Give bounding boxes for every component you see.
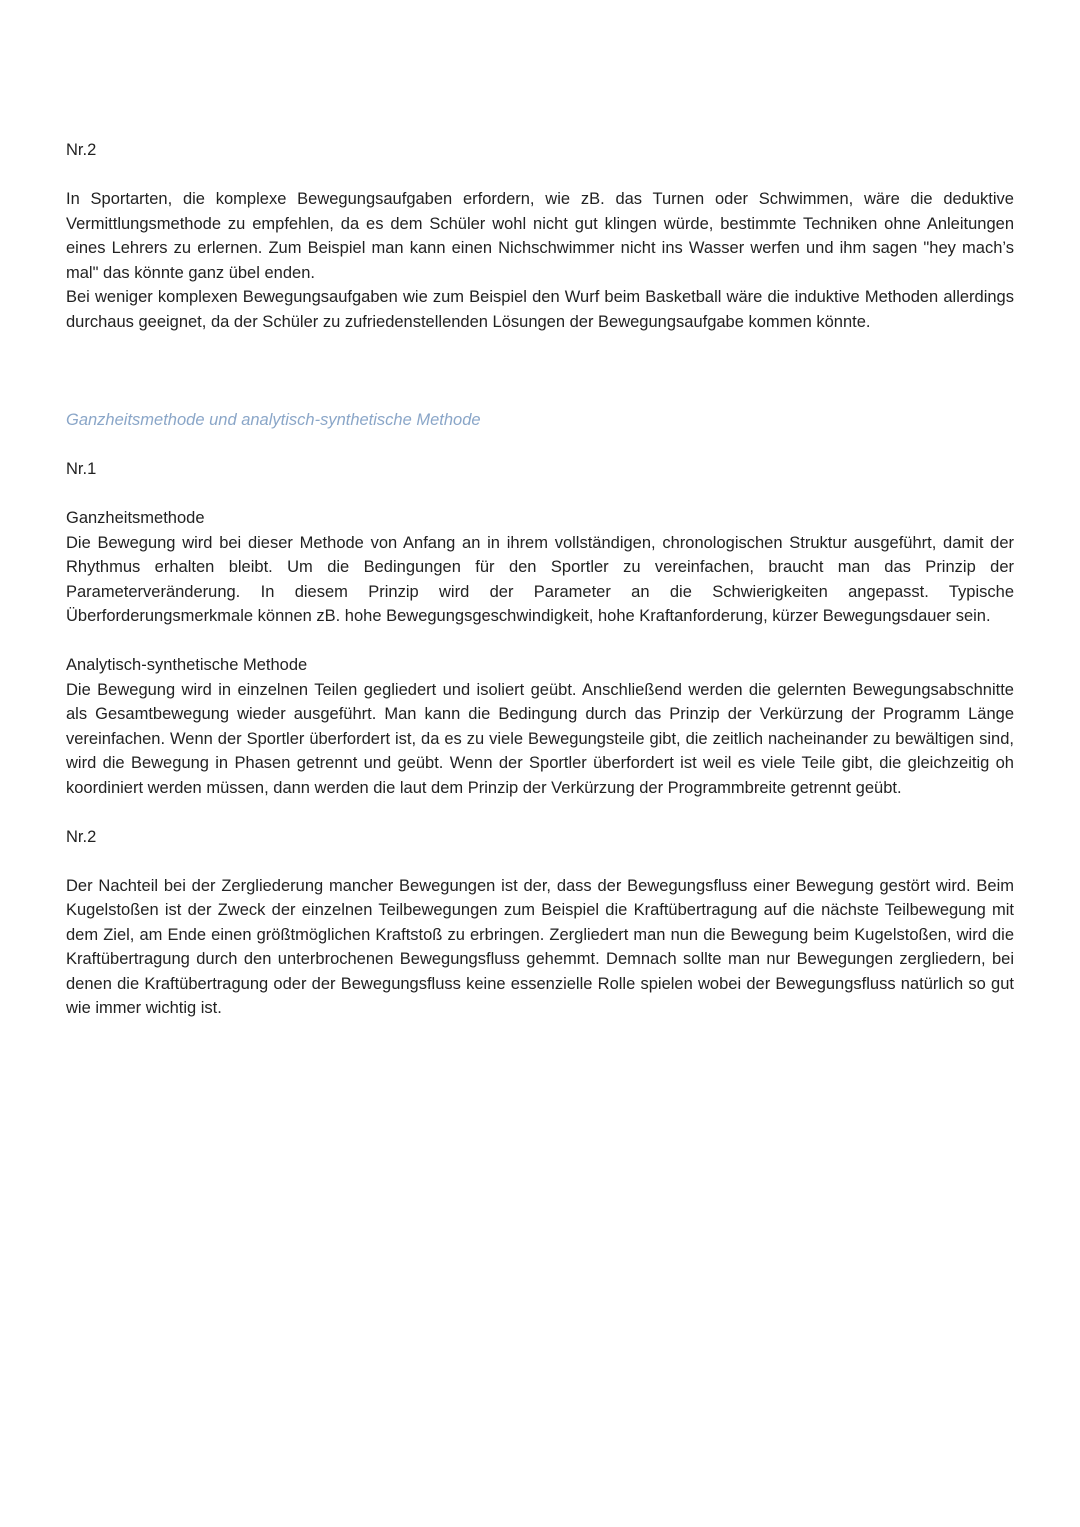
spacer <box>66 334 1014 408</box>
paragraph-zergliederung-nachteil: Der Nachteil bei der Zergliederung mancher Bewegungen ist der, dass der Bewegungsfluss einer Bewegung gestört wird. Beim Kugelstoßen ist der Zweck der einzelnen Teilbewegungen zum Beispiel die Kraftübertragung auf die nächste Teilbewegung mit dem Ziel, am Ende einen größtmöglichen Kraftstoß zu erbringen. Zergliedert man nun die Bewegung beim Kugelstoßen, wird die Kraftübertragung durch den unterbrochenen Bewegungsfluss gehemmt. Demnach sollte man nur Bewegungen zergliedern, bei denen die Kraftübertragung oder der Bewegungsfluss keine essenzielle Rolle spielen wobei der Bewegungsfluss natürlich so gut wie immer wichtig ist. <box>66 876 1014 1017</box>
task-label-nr2-first: Nr.2 <box>66 141 97 159</box>
spacer <box>66 482 1014 507</box>
paragraph-inductive-method: Bei weniger komplexen Bewegungsaufgaben wie zum Beispiel den Wurf beim Basketball wäre die induktive Methoden allerdings durchaus geeignet, da der Schüler zu zufriedenstellenden Lösungen der Bewegungsaufgabe kommen könnte. <box>66 288 1014 331</box>
subheading-ganzheitsmethode: Ganzheitsmethode <box>66 509 205 527</box>
section-heading: Ganzheitsmethode und analytisch-synthetische Methode <box>66 411 481 429</box>
document-page <box>66 138 1014 1021</box>
paragraph-deductive-method: In Sportarten, die komplexe Bewegungsaufgaben erfordern, wie zB. das Turnen oder Schwimmen, wäre die deduktive Vermittlungsmethode zu empfehlen, da es dem Schüler wohl nicht gut klingen würde, bestimmte Techniken ohne Anleitungen eines Lehrers zu erlernen. Zum Beispiel man kann einen Nichschwimmer nicht ins Wasser werfen und ihm sagen "hey mach’s mal" das könnte ganz übel enden. <box>66 190 1014 282</box>
spacer <box>66 433 1014 458</box>
spacer <box>66 163 1014 188</box>
spacer <box>66 849 1014 874</box>
spacer <box>66 629 1014 654</box>
paragraph-analytisch-synthetische-methode: Die Bewegung wird in einzelnen Teilen gegliedert und isoliert geübt. Anschließend werden die gelernten Bewegungsabschnitte als Gesamtbewegung wieder ausgeführt. Man kann die Bedingung durch das Prinzip der Verkürzung der Programm Länge vereinfachen. Wenn der Sportler überfordert ist, da es zu viele Bewegungsteile gibt, die zeitlich nacheinander zu bewältigen sind, wird die Bewegung in Phasen getrennt und geübt. Wenn der Sportler überfordert ist weil es viele Teile gibt, die gleichzeitig oh koordiniert werden müssen, dann werden die laut dem Prinzip der Verkürzung der Programmbreite getrennt geübt. <box>66 680 1014 797</box>
spacer <box>66 800 1014 825</box>
subheading-analytisch-synthetische-methode: Analytisch-synthetische Methode <box>66 656 308 674</box>
paragraph-ganzheitsmethode: Die Bewegung wird bei dieser Methode von Anfang an in ihrem vollständigen, chronologischen Struktur ausgeführt, damit der Rhythmus erhalten bleibt. Um die Bedingungen für den Sportler zu vereinfachen, braucht man das Prinzip der Parameterveränderung. In diesem Prinzip wird der Parameter an die Schwierigkeiten angepasst. Typische Überforderungsmerkmale können zB. hohe Bewegungsgeschwindigkeit, hohe Kraftanforderung, kürzer Bewegungsdauer sein. <box>66 533 1014 625</box>
task-label-nr1: Nr.1 <box>66 460 97 478</box>
task-label-nr2-second: Nr.2 <box>66 827 97 846</box>
